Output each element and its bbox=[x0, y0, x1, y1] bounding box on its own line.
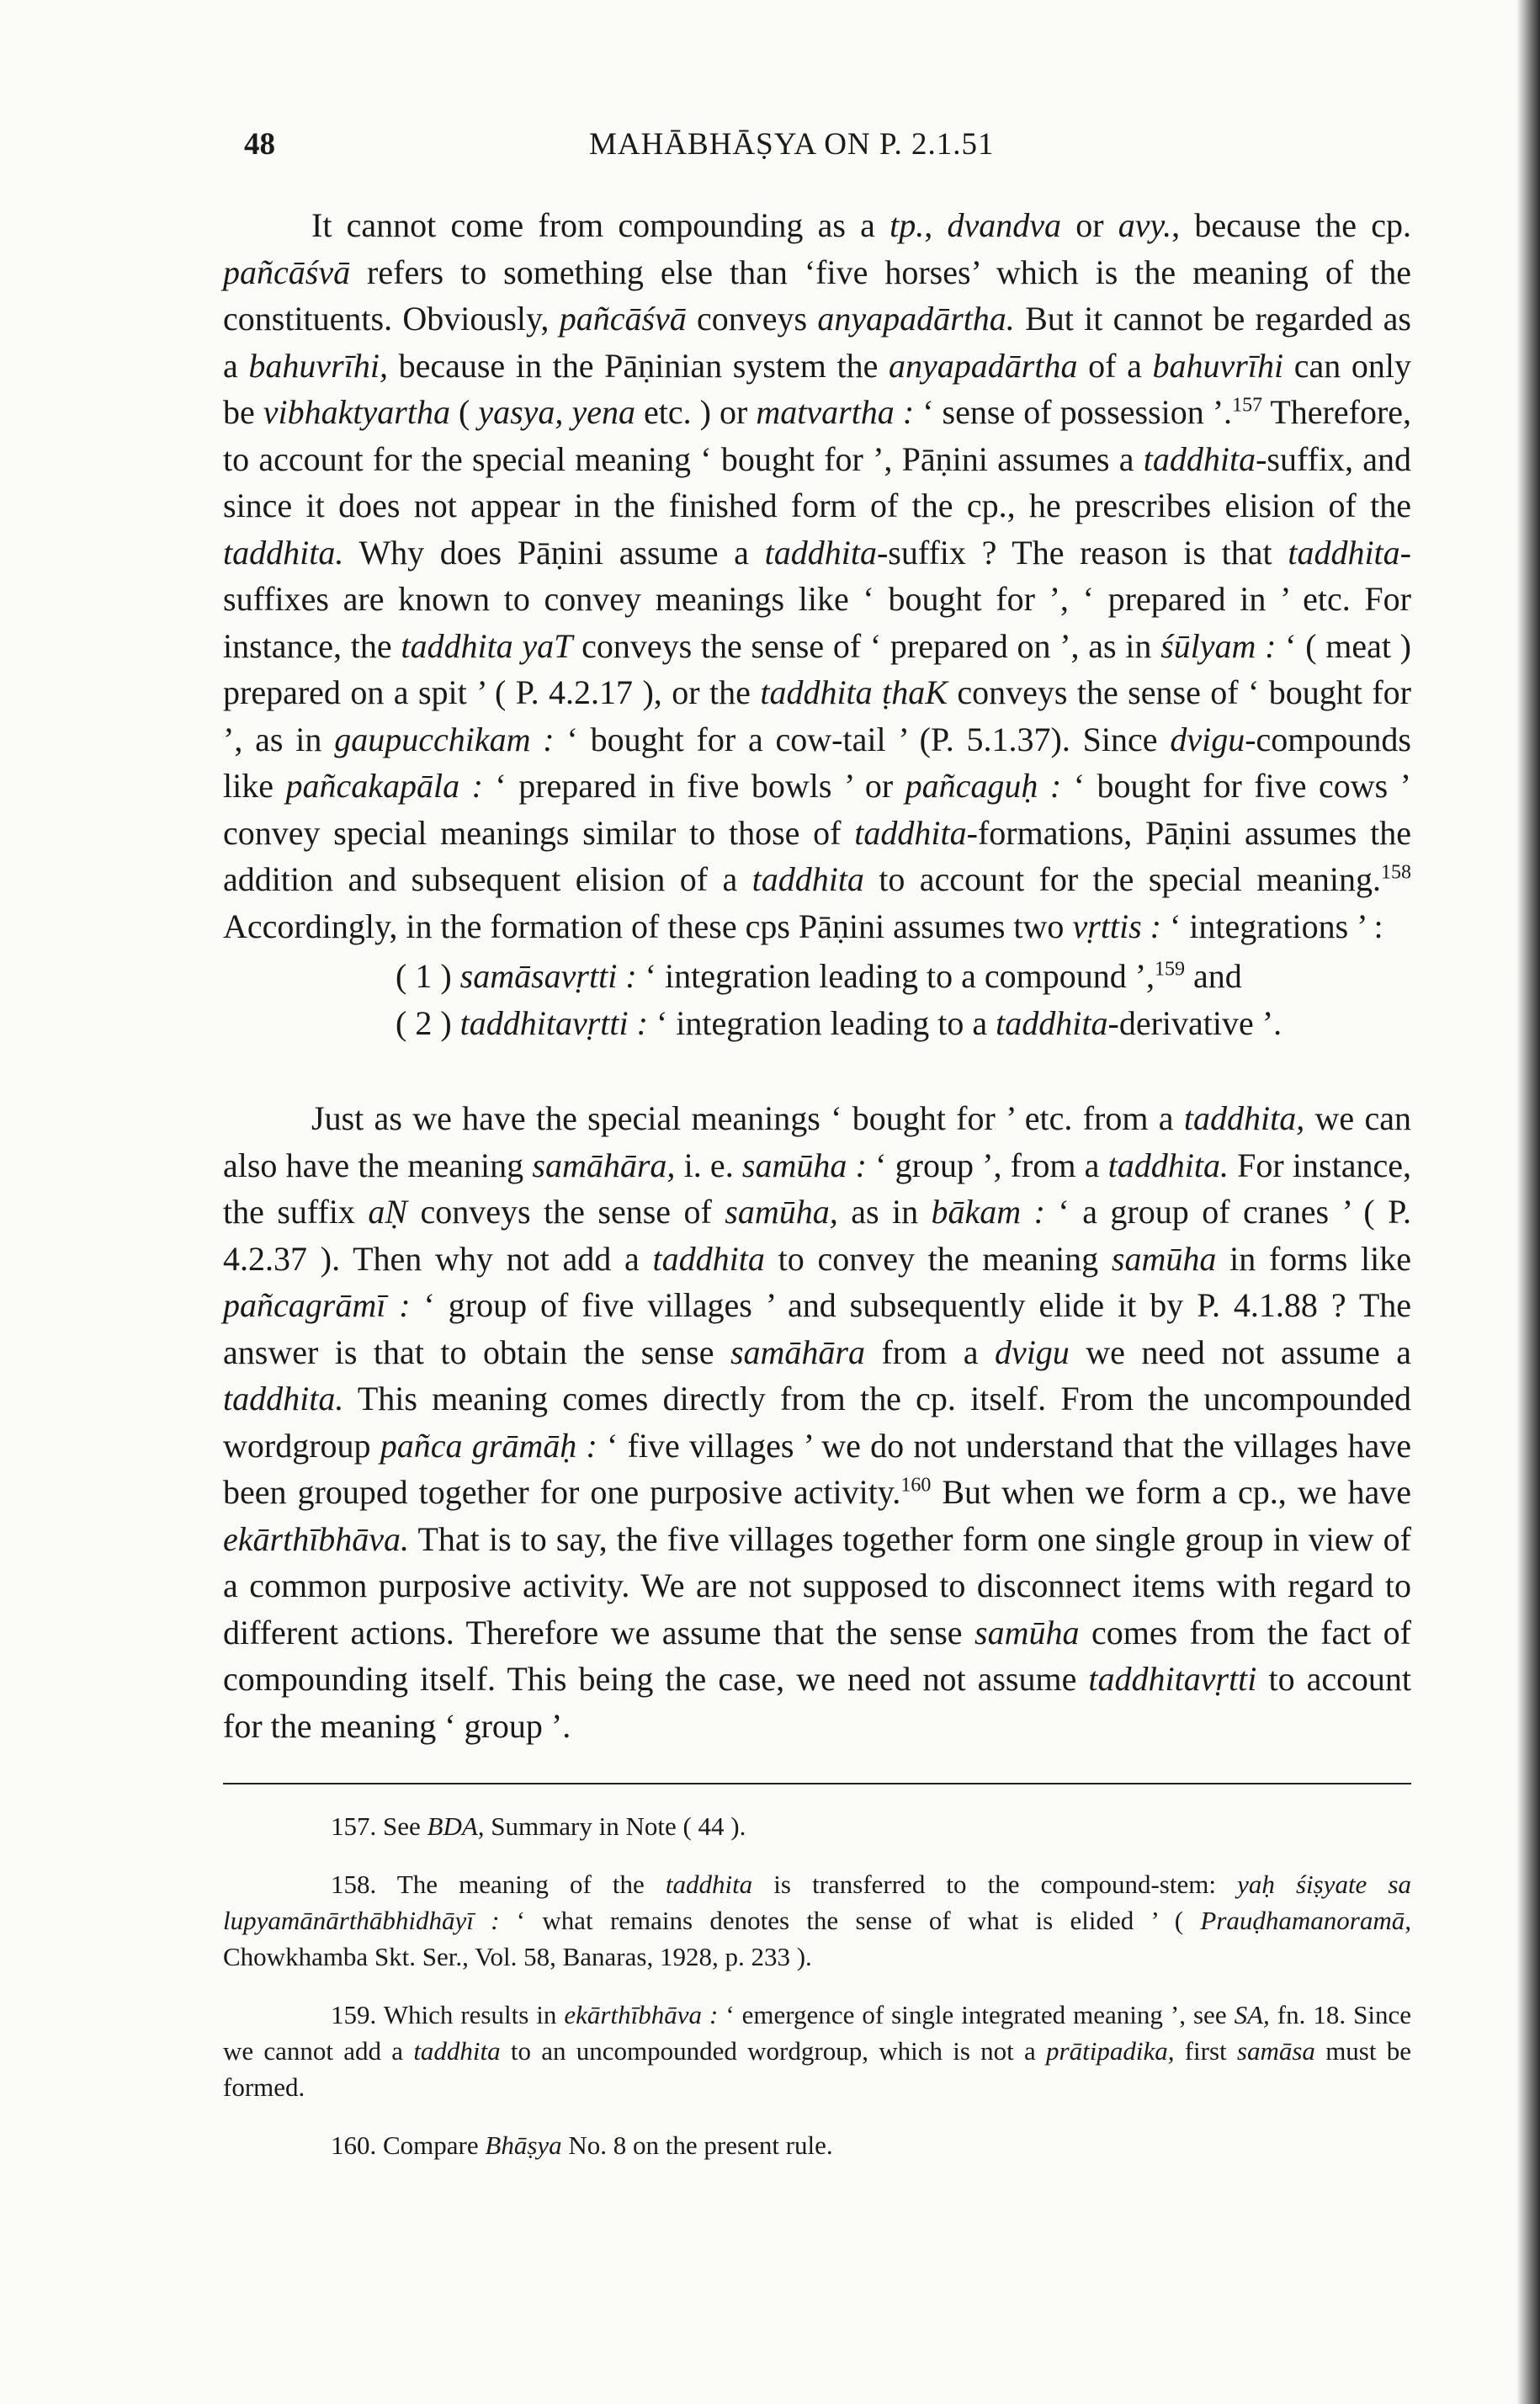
footnote-159: 159. Which results in ekārthībhāva : ‘ emergence of single integrated meaning ’, see SA, fn. 18. Since we cannot add a taddhita to an uncompounded wordgroup, which is not a prātipadika, first samāsa must be formed. bbox=[223, 2000, 1411, 2102]
list-item-1: ( 1 ) samāsavṛtti : ‘ integration leading to a compound ’,$^{159}$ and bbox=[396, 957, 1242, 995]
page-header bbox=[244, 126, 1422, 168]
vrtti-list bbox=[223, 953, 1411, 1046]
scan-binding-edge bbox=[1516, 0, 1540, 2404]
list-item-2: ( 2 ) taddhitavṛtti : ‘ integration leading to a taddhita-derivative ’. bbox=[396, 1003, 1282, 1042]
running-title-rule: P. 2.1.51 bbox=[879, 127, 995, 162]
footnote-158: 158. The meaning of the taddhita is transferred to the compound-stem: yaḥ śiṣyate sa lupyamānārthābhidhāyī : ‘ what remains denotes the sense of what is elided ’ ( Prauḍhamanoramā, Chowkhamba Skt. Ser., Vol. 58, Banaras, 1928, p. 233 ). bbox=[223, 1869, 1412, 1971]
footnote-157: 157. See BDA, Summary in Note ( 44 ). bbox=[331, 1811, 746, 1841]
footnote-ref-160: 160 bbox=[900, 1474, 932, 1497]
paragraph-1: It cannot come from compounding as a tp., dvandva or avy., because the cp. pañcāśvā refers to something else than ‘five horses’ which is the meaning of the constituents. Obviously, pañcāśvā conveys anyapadārtha. But it cannot be regarded as a bahuvrīhi, because in the Pāṇinian system the anyapadārtha of a bahuvrīhi can only be vibhaktyartha ( yasya, yena etc. ) or matvartha : ‘ sense of possession ’.$^{157}$ Therefore, to account for the special meaning ‘ bought for ’, Pāṇini assumes a taddhita-suffix, and since it does not appear in the finished form of the cp., he prescribes elision of the taddhita. Why does Pāṇini assume a taddhita-suffix ? The reason is that taddhita-suffixes are known to convey meanings like ‘ bought for ’, ‘ prepared in ’ etc. For instance, the taddhita yaT conveys the sense of ‘ prepared on ’, as in śūlyam : ‘ ( meat ) prepared on a spit ’ ( P. 4.2.17 ), or the taddhita ṭhaK conveys the sense of ‘ bought for ’, as in gaupucchikam : ‘ bought for a cow-tail ’ (P. 5.1.37). Since dvigu-compounds like pañcakapāla : ‘ prepared in five bowls ’ or pañcaguḥ : ‘ bought for five cows ’ convey special meanings similar to those of taddhita-formations, Pāṇini assumes the addition and subsequent elision of a taddhita to account for the special meaning.$^{158}$ Accordingly, in the formation of these cps Pāṇini assumes two vṛttis : ‘ integrations ’ : bbox=[223, 206, 1412, 945]
page-number: 48 bbox=[244, 127, 275, 162]
footnote-160: 160. Compare Bhāṣya No. 8 on the present rule. bbox=[331, 2130, 833, 2160]
running-title bbox=[589, 126, 994, 162]
running-title-prefix: MAHĀBHĀṢYA ON bbox=[589, 127, 871, 162]
footnote-ref-157: 157 bbox=[1232, 394, 1263, 417]
paragraph-2: Just as we have the special meanings ‘ bought for ’ etc. from a taddhita, we can also have the meaning samāhāra, i. e. samūha : ‘ group ’, from a taddhita. For instance, the suffix aṆ conveys the sense of samūha, as in bākam : ‘ a group of cranes ’ ( P. 4.2.37 ). Then why not add a taddhita to convey the meaning samūha in forms like pañcagrāmī : ‘ group of five villages ’ and subsequently elide it by P. 4.1.88 ? The answer is that to obtain the sense samāhāra from a dvigu we need not assume a taddhita. This meaning comes directly from the cp. itself. From the uncompounded wordgroup pañca grāmāḥ : ‘ five villages ’ we do not understand that the villages have been grouped together for one purposive activity.$^{160}$ But when we form a cp., we have ekārthībhāva. That is to say, the five villages together form one single group in view of a common purposive activity. We are not supposed to disconnect items with regard to different actions. Therefore we assume that the sense samūha comes from the fact of compounding itself. This being the case, we need not assume taddhitavṛtti to account for the meaning ‘ group ’. bbox=[223, 1099, 1412, 1745]
footnote-ref-158: 158 bbox=[1380, 861, 1411, 884]
main-text bbox=[223, 202, 1411, 1749]
footnotes bbox=[223, 1808, 1411, 2185]
footnote-separator bbox=[223, 1783, 1411, 1784]
footnote-ref-159: 159 bbox=[1155, 958, 1186, 981]
